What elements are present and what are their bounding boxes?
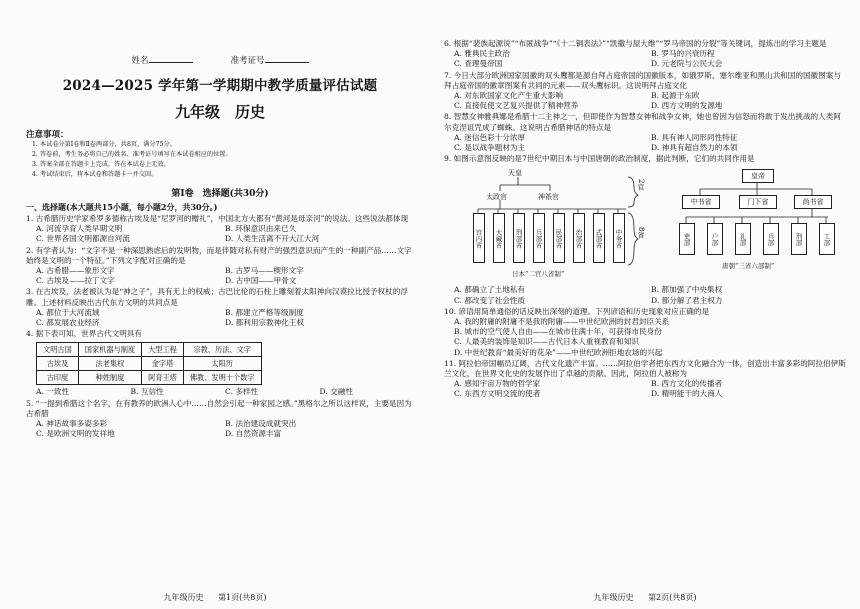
question-3 xyxy=(26,287,414,328)
option-a[interactable]: A. 河流孕育人类早期文明 xyxy=(36,224,123,234)
option-c[interactable]: C. 是欧洲文明的发祥地 xyxy=(36,429,115,439)
option-b[interactable]: B. 起源于东欧 xyxy=(651,91,700,101)
notice-heading: 注意事项： xyxy=(26,130,69,140)
table-cell: 古印度 xyxy=(37,371,79,385)
japan-jingikan: 神祇官 xyxy=(538,193,559,202)
option-a[interactable]: A. 都确立了土地私有 xyxy=(454,285,526,295)
option-c[interactable]: C. 都发展农业经济 xyxy=(36,318,100,328)
name-label: 姓名 xyxy=(131,56,149,66)
option-d[interactable]: D. 中世纪教育“最美好的花朵”——中世纪欧洲拒地农场的兴起 xyxy=(454,347,663,357)
tang-caption: 唐朝“三省六部制” xyxy=(722,262,775,271)
footer-page: 第1页(共8页) xyxy=(218,593,267,602)
option-a[interactable]: A. 迷信色彩十分浓厚 xyxy=(454,132,526,142)
table-row xyxy=(37,343,262,357)
option-b[interactable]: B. 都加强了中央集权 xyxy=(651,285,723,295)
notice-item: 3. 答案全部在答题卡上完成，答在本试卷上无效。 xyxy=(32,161,170,168)
notice-item: 4. 考试结束后，将本试卷和答题卡一并交回。 xyxy=(32,171,158,178)
option-c[interactable]: C. 是以战争题材为主 xyxy=(454,143,526,153)
option-c[interactable]: C. 世界各国文明都源自河流 xyxy=(36,234,130,244)
option-b[interactable]: B. 西方文化的传播者 xyxy=(651,379,723,389)
option-d[interactable]: D. 神具有超自然力的本领 xyxy=(651,143,738,153)
tang-ministry: 吏部 xyxy=(679,223,695,255)
options xyxy=(444,285,848,305)
japan-caption: 日本“二官八省制” xyxy=(512,270,565,279)
candidate-info xyxy=(26,54,414,66)
tang-ministry: 礼部 xyxy=(735,223,751,255)
table-cell: 文明古国 xyxy=(37,343,79,357)
table-cell: 金字塔 xyxy=(142,357,184,371)
japan-ministry: 中务省 xyxy=(613,213,625,263)
page-2 xyxy=(430,0,860,609)
table-cell: 种姓制度 xyxy=(78,371,141,385)
option-a[interactable]: A. 雅典民主政治 xyxy=(454,49,510,59)
option-c[interactable]: C. 人最美的装饰是知识——古代日本人重视教育和知识 xyxy=(454,337,640,347)
tang-ministry: 刑部 xyxy=(791,223,807,255)
options xyxy=(444,91,848,111)
tang-department: 尚书省 xyxy=(794,195,832,209)
table-cell: 佛教、发明十个数字 xyxy=(183,371,261,385)
question-stem: 11. 阿拉伯帝国幅员辽阔，古代文化遗产丰富。……阿拉伯学者把东西方文化融合为一体，创造出丰富多彩的阿拉伯伊斯兰文化，在世界文化史的发展作出了卓越的贡献。因此，阿拉伯人被称为 xyxy=(444,358,846,379)
tang-ministry: 兵部 xyxy=(763,223,779,255)
ticket-field xyxy=(231,54,309,66)
question-10 xyxy=(444,307,848,358)
ticket-label: 准考证号 xyxy=(230,56,265,66)
question-5 xyxy=(26,399,414,440)
options xyxy=(26,387,414,397)
option-d[interactable]: D. 交融性 xyxy=(319,387,353,397)
question-8 xyxy=(444,112,848,153)
option-c[interactable]: C. 都改变了社会性质 xyxy=(454,295,526,305)
table-cell: 古埃及 xyxy=(37,357,79,371)
table-cell: 宗教、历法、文字 xyxy=(183,343,261,357)
options xyxy=(444,379,848,399)
japan-ministry: 兵部省 xyxy=(533,213,545,263)
question-6 xyxy=(444,39,848,70)
table-row xyxy=(37,357,262,371)
option-a[interactable]: A. 感知宇宙万物的哲学家 xyxy=(454,379,541,389)
option-d[interactable]: D. 古中国——甲骨文 xyxy=(225,276,297,286)
option-b[interactable]: B. 城市的空气使人自由——在城市住满十年，可获得市民身份 xyxy=(454,327,662,337)
part-instructions: 一、选择题(本大题共15小题，每小题2分，共30分。) xyxy=(26,202,218,212)
question-stem: 3. 在古埃及，法老被认为是“神之子”，具有无上的权威；古巴比伦的石柱上雕刻着太阳神向汉谟拉比授予权杖的浮雕。上述材料反映出古代东方文明的共同点是 xyxy=(26,287,408,307)
option-b[interactable]: B. 罗马的兴衰历程 xyxy=(651,49,715,59)
table-row xyxy=(37,371,262,385)
japan-daijokan: 太政官 xyxy=(486,193,507,202)
options xyxy=(26,419,414,439)
japan-eight-ministries-label: 8省 xyxy=(637,227,645,239)
option-b[interactable]: B. 法治建设成就突出 xyxy=(225,419,297,429)
question-4 xyxy=(26,329,414,397)
page-footer xyxy=(430,592,860,603)
exam-title: 2024—2025 学年第一学期期中教学质量评估试题 xyxy=(62,78,378,94)
option-d[interactable]: D. 都分解了君主权力 xyxy=(651,295,723,305)
name-blank xyxy=(149,62,193,63)
diagram-pair xyxy=(468,167,848,283)
tang-department: 中书省 xyxy=(682,195,720,209)
question-2 xyxy=(26,246,414,287)
tang-department: 门下省 xyxy=(739,195,777,209)
question-stem: 1. 古希腊历史学家希罗多德称古埃及是“尼罗河的赠礼”，中国北方大都有“黄河是母亲河”的说法。这些说法都体现 xyxy=(26,214,409,223)
footer-page: 第2页(共8页) xyxy=(648,593,697,602)
option-b[interactable]: B. 环保意识由来已久 xyxy=(225,224,297,234)
name-field xyxy=(131,54,192,66)
question-stem: 7. 今日大部分欧洲国家国徽的双头鹰都是源自拜占庭帝国的国徽版本，如俄罗斯、塞尔维亚和黑山共和国的国徽图案与拜占庭帝国的徽章图案有共同的元素——双头鹰标识。这说明拜占庭文化 xyxy=(444,70,841,90)
question-stem: 8. 智慧女神雅典娜是希腊十二主神之一，但即使作为智慧女神和战争女神，她也曾因为信怒而将敢于发出挑战的人类阿尔克涅诅咒成了蜘蛛。这说明古希腊神话的特点是 xyxy=(444,112,841,132)
table-cell: 国家机器与制度 xyxy=(78,343,141,357)
options xyxy=(26,308,414,328)
option-d[interactable]: D. 都利用宗教神化王权 xyxy=(225,318,304,328)
options xyxy=(444,49,848,69)
question-stem: 9. 如图示意图反映的是7世纪中期日本与中国唐朝的政治制度，据此判断，它们的共同作用是 xyxy=(444,154,755,164)
japan-emperor: 天皇 xyxy=(508,169,522,178)
section-heading: 第Ⅰ卷 选择题(共30分) xyxy=(171,189,269,199)
option-d[interactable]: D. 自然资源丰富 xyxy=(225,429,282,439)
option-c[interactable]: C. 查理曼帝国 xyxy=(454,59,503,69)
options xyxy=(26,224,414,244)
question-9 xyxy=(444,154,848,306)
question-stem: 5. “一提到希腊这个名字，在有教养的欧洲人心中……自然会引起一种家园之感。”黑格尔之所以这样说，主要是因为古希腊 xyxy=(26,398,412,418)
table-cell: 太阳历 xyxy=(183,357,261,371)
option-c[interactable]: C. 东西方文明交流的使者 xyxy=(454,389,541,399)
option-b[interactable]: B. 互信性 xyxy=(130,387,164,397)
options xyxy=(26,266,414,286)
question-stem: 4. 据下表可知，世界古代文明具有 xyxy=(26,329,142,339)
option-c[interactable]: C. 直接促使文艺复兴提供了精神营养 xyxy=(454,101,579,111)
option-a[interactable]: A. 神话故事多姿多彩 xyxy=(36,419,108,429)
tang-emperor: 皇帝 xyxy=(742,169,774,183)
option-c[interactable]: C. 古埃及——拉丁文字 xyxy=(36,276,115,286)
table-cell: 法老集权 xyxy=(78,357,141,371)
ticket-blank xyxy=(265,62,309,63)
option-a[interactable]: A. 古希腊——象形文字 xyxy=(36,266,115,276)
options xyxy=(444,317,848,358)
option-a[interactable]: A. 都位于大河流域 xyxy=(36,307,100,317)
japan-two-offices-label: 2官 xyxy=(637,179,645,191)
civilization-table xyxy=(36,342,262,385)
option-d[interactable]: D. 元老院与公民大会 xyxy=(651,59,723,69)
tang-ministry: 工部 xyxy=(819,223,835,255)
page-footer xyxy=(0,592,430,603)
japan-ministry: 宫内省 xyxy=(473,213,485,263)
option-a[interactable]: A. 一致性 xyxy=(36,387,70,397)
footer-grade: 九年级历史 xyxy=(163,593,204,602)
notice-list xyxy=(32,140,414,180)
question-stem: 10. 谚语用简单通俗的话反映出深刻的道理。下列谚语和历史现象对应正确的是 xyxy=(444,306,710,316)
notice-item: 2. 答卷前，考生务必将自己的姓名、准考证号填写在本试卷相应的位置。 xyxy=(32,151,232,158)
option-b[interactable]: B. 古罗马——楔形文字 xyxy=(225,266,304,276)
option-d[interactable]: D. 精明能干的大商人 xyxy=(651,389,723,399)
japan-ministry: 式部省 xyxy=(593,213,605,263)
diagram-japan xyxy=(468,167,644,283)
exam-subtitle: 九年级 历史 xyxy=(174,103,265,121)
question-11 xyxy=(444,359,848,400)
diagram-tang xyxy=(672,167,842,283)
japan-ministry: 大藏省 xyxy=(493,213,505,263)
options xyxy=(444,133,848,153)
footer-grade: 九年级历史 xyxy=(593,593,634,602)
question-stem: 2. 有学者认为：“文字不是一种深思熟虑后的发明物，而是伴随对私有财产的强烈意识而产生的一种副产品……文字始终是文明的一个特征。”下列文字配对正确的是 xyxy=(26,245,412,265)
option-d[interactable]: D. 西方文明的发源地 xyxy=(651,101,723,111)
table-cell: 阿育王塔 xyxy=(142,371,184,385)
japan-ministry: 治部省 xyxy=(573,213,585,263)
option-c[interactable]: C. 多样性 xyxy=(225,387,259,397)
question-7 xyxy=(444,71,848,112)
japan-ministry: 民部省 xyxy=(553,213,565,263)
notice-item: 1. 本试卷分第Ⅰ卷和Ⅱ卷两部分，共8页，满分75分。 xyxy=(32,141,176,148)
japan-ministry: 刑部省 xyxy=(513,213,525,263)
question-stem: 6. 根据“裴族起源说”“布匿战争”“《十二铜表法》”“凯撒与屋大维”“罗马帝国的分裂”等关键词，提炼出的学习主题是 xyxy=(444,39,827,48)
table-cell: 大型工程 xyxy=(142,343,184,357)
option-a[interactable]: A. 我的附庸的附庸不是我的附庸——中世纪欧洲的封君封臣关系 xyxy=(454,317,670,327)
option-b[interactable]: B. 具有神人同形同性特征 xyxy=(651,132,738,142)
option-a[interactable]: A. 对东欧国家文化产生重大影响 xyxy=(454,91,564,101)
tang-ministry: 户部 xyxy=(707,223,723,255)
option-d[interactable]: D. 人类生活离不开大江大河 xyxy=(225,234,320,244)
question-1 xyxy=(26,214,414,245)
option-b[interactable]: B. 都建立严格等级制度 xyxy=(225,307,304,317)
